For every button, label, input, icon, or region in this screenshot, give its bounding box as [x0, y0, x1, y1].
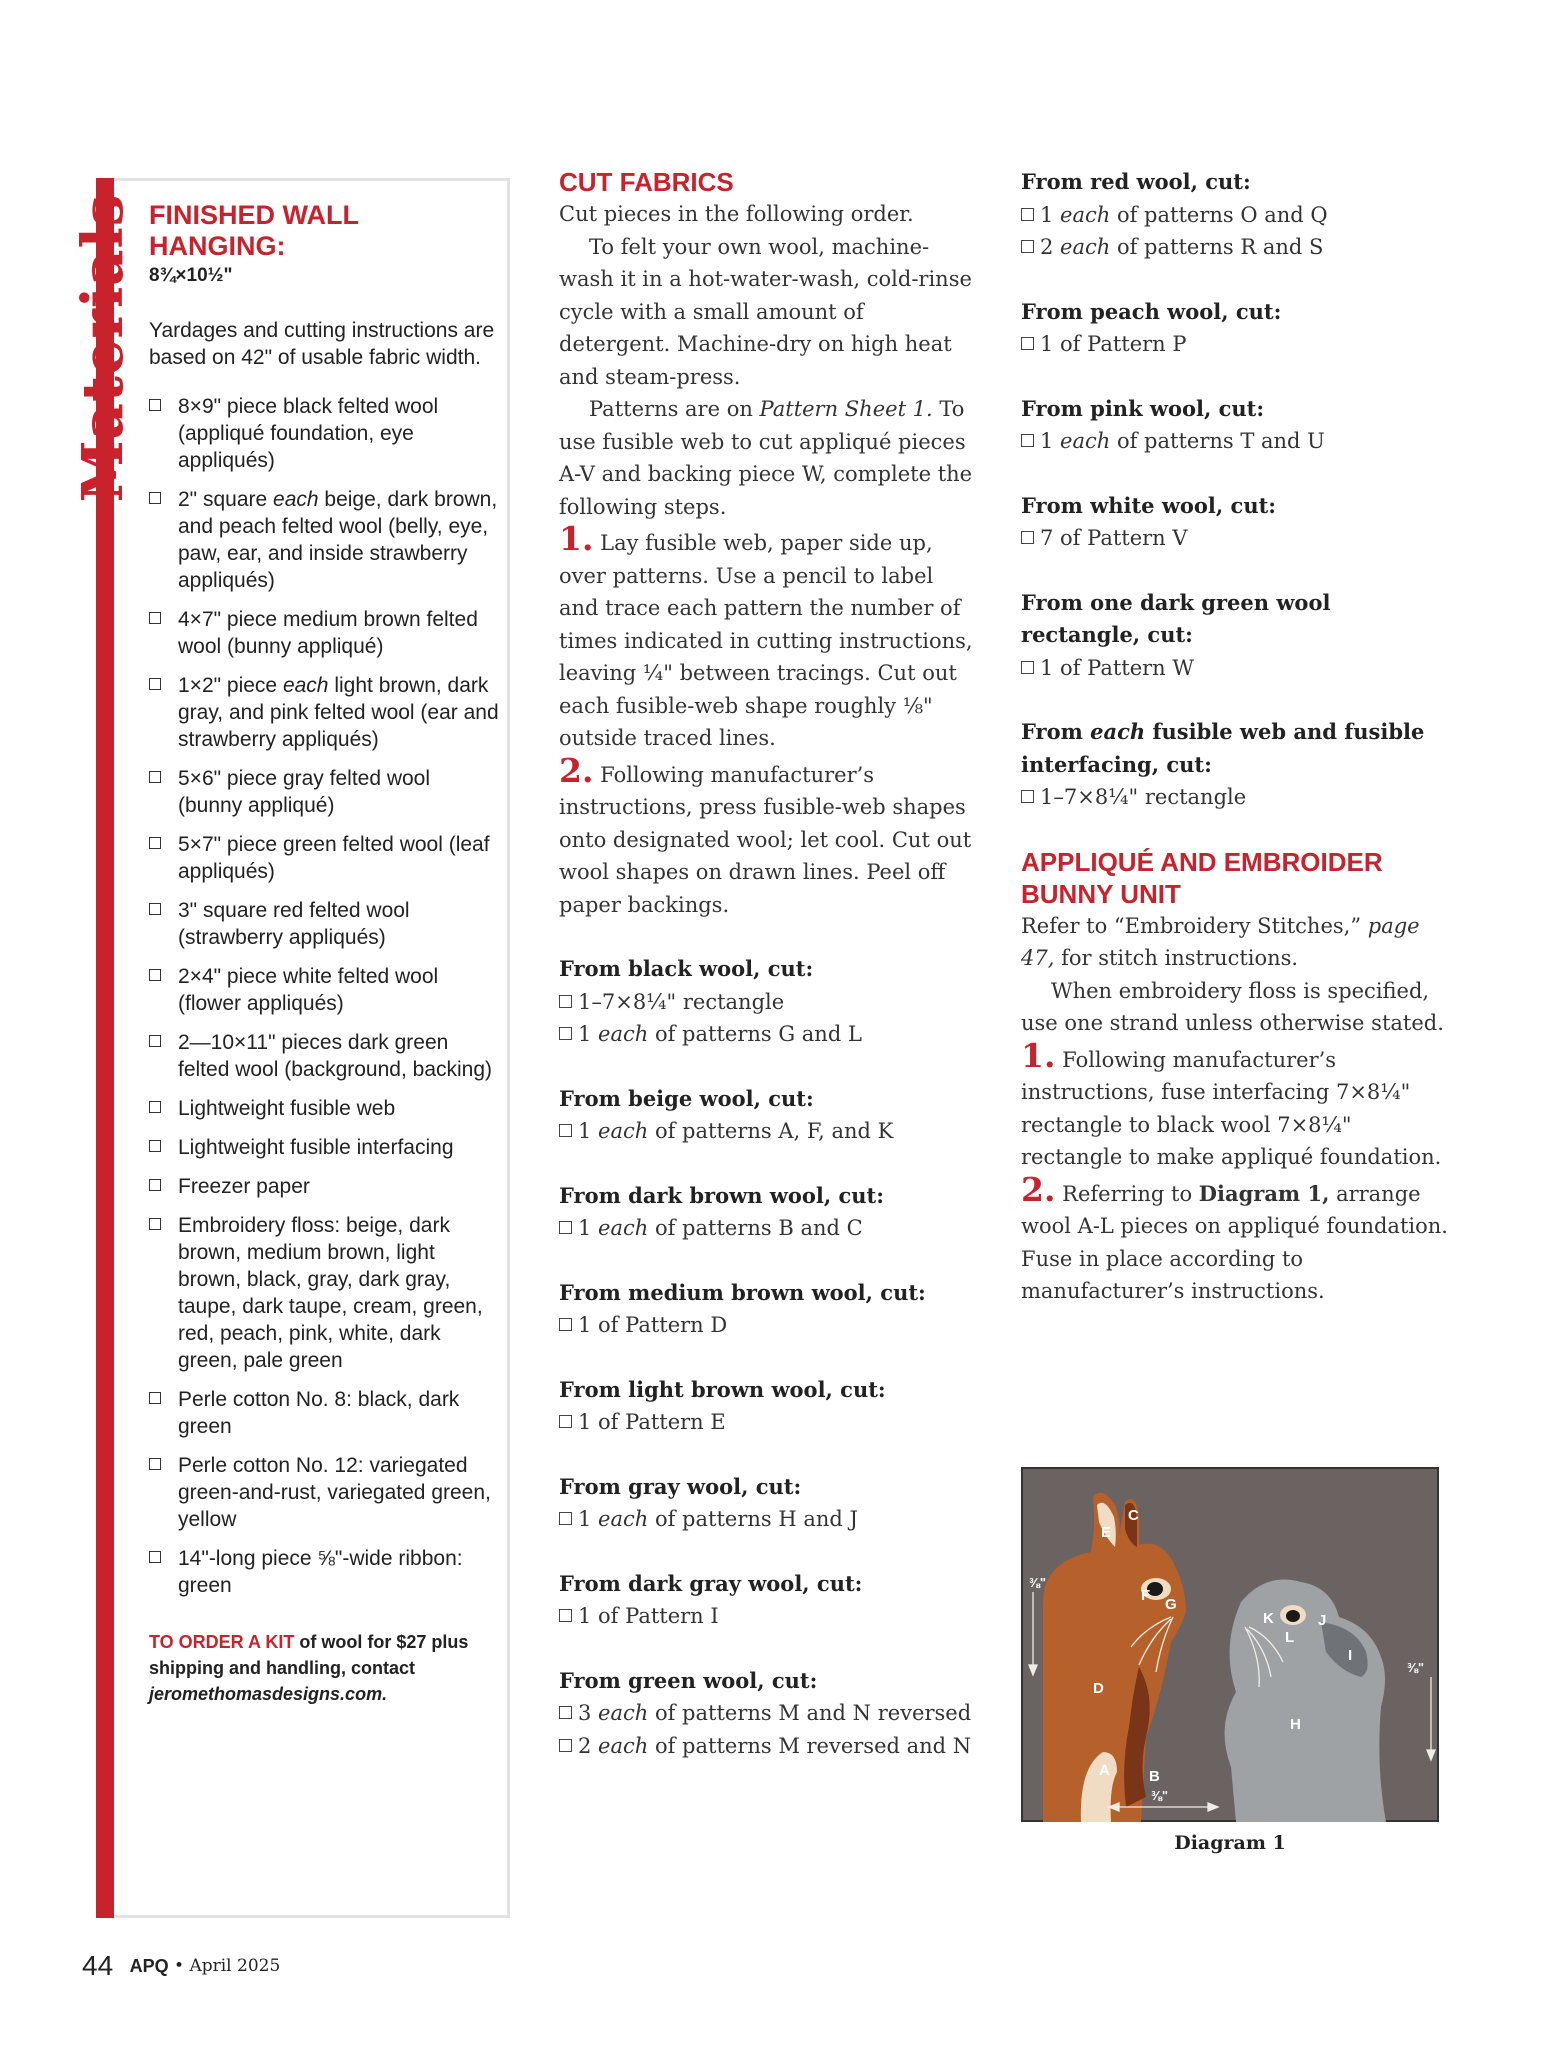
- cut-heading: From each fusible web and fusible interfacing, cut:: [1021, 719, 1425, 777]
- diagram-1-bunnies: [1021, 1467, 1439, 1822]
- pattern-sheet-text: Patterns are on Pattern Sheet 1. To use fusible web to cut appliqué pieces A-V and backing piece W, complete the following steps.: [559, 397, 973, 519]
- cut-group: [559, 1180, 979, 1245]
- materials-title: Materials: [70, 193, 136, 503]
- checkbox-icon: [149, 1218, 161, 1230]
- materials-item: Perle cotton No. 12: variegated green-and-rust, variegated green, yellow: [149, 1452, 499, 1533]
- checkbox-icon: [149, 1458, 161, 1470]
- cut-heading: From medium brown wool, cut:: [559, 1279, 926, 1305]
- label-c: C: [1128, 1507, 1139, 1524]
- materials-item: 8×9" piece black felted wool (appliqué foundation, eye appliqués): [149, 393, 499, 474]
- checkbox-icon: [149, 612, 161, 624]
- cut-line: 1–7×8¼" rectangle: [1021, 781, 1451, 814]
- checkbox-icon: [1021, 240, 1034, 253]
- applique-column: [1021, 166, 1451, 1308]
- measure-bottom: ⅜": [1151, 1788, 1169, 1803]
- finished-size: 8¾×10½": [149, 265, 233, 286]
- checkbox-icon: [149, 1392, 161, 1404]
- label-f: F: [1141, 1587, 1151, 1604]
- cut-heading: From one dark green wool rectangle, cut:: [1021, 589, 1331, 647]
- label-d: D: [1093, 1680, 1104, 1697]
- cut-line: 1 each of patterns T and U: [1021, 425, 1451, 458]
- measure-left: ⅜": [1029, 1575, 1047, 1590]
- cut-list-col2: [559, 953, 979, 1762]
- applique-step-2: 2. Referring to Diagram 1, arrange wool A-L pieces on appliqué foundation. Fuse in place according to manufacturer’s instructions.: [1021, 1169, 1448, 1303]
- cut-line: 1 of Pattern I: [559, 1600, 979, 1633]
- page-footer: [82, 1950, 280, 1982]
- checkbox-icon: [149, 492, 161, 504]
- cut-fabrics-column: [559, 166, 979, 1762]
- checkbox-icon: [559, 995, 572, 1008]
- cut-group: [1021, 166, 1451, 264]
- cut-line: 1 of Pattern W: [1021, 652, 1451, 685]
- checkbox-icon: [559, 1415, 572, 1428]
- label-k: K: [1263, 1610, 1274, 1627]
- materials-item: 4×7" piece medium brown felted wool (bunny appliqué): [149, 606, 499, 660]
- cut-group: [559, 1277, 979, 1342]
- materials-item: 14"-long piece ⅝"-wide ribbon: green: [149, 1545, 499, 1599]
- cut-group: [559, 1374, 979, 1439]
- label-i: I: [1348, 1647, 1353, 1664]
- checkbox-icon: [559, 1706, 572, 1719]
- materials-content: [149, 200, 499, 1707]
- checkbox-icon: [149, 771, 161, 783]
- checkbox-icon: [559, 1609, 572, 1622]
- cut-group: [1021, 587, 1451, 685]
- applique-heading: APPLIQUÉ AND EMBROIDER BUNNY UNIT: [1021, 846, 1383, 909]
- checkbox-icon: [1021, 531, 1034, 544]
- materials-item: Lightweight fusible web: [149, 1095, 499, 1122]
- cut-list-col3: [1021, 166, 1451, 814]
- checkbox-icon: [149, 837, 161, 849]
- page-number: 44: [82, 1950, 114, 1981]
- cut-step-1: 1. Lay fusible web, paper side up, over patterns. Use a pencil to label and trace each pattern the number of times indicated in cutting instructions, leaving ¼" between tracings. Cut out each fusible-web shape roughly ⅛" outside traced lines.: [559, 519, 973, 750]
- cut-line: 1 each of patterns H and J: [559, 1503, 979, 1536]
- cut-group: [1021, 296, 1451, 361]
- materials-item: 1×2" piece each light brown, dark gray, and pink felted wool (ear and strawberry appliqués): [149, 672, 499, 753]
- issue-date: • April 2025: [168, 1956, 281, 1976]
- checkbox-icon: [559, 1739, 572, 1752]
- label-b: B: [1149, 1768, 1160, 1785]
- materials-item: 5×6" piece gray felted wool (bunny appliqué): [149, 765, 499, 819]
- cut-line: 7 of Pattern V: [1021, 522, 1451, 555]
- cut-heading: From white wool, cut:: [1021, 492, 1277, 518]
- materials-item: 2×4" piece white felted wool (flower appliqués): [149, 963, 499, 1017]
- checkbox-icon: [1021, 790, 1034, 803]
- cut-heading: From dark brown wool, cut:: [559, 1182, 884, 1208]
- materials-list: [149, 393, 499, 1599]
- cut-line: 1 of Pattern D: [559, 1309, 979, 1342]
- cut-heading: From beige wool, cut:: [559, 1085, 814, 1111]
- checkbox-icon: [149, 1101, 161, 1113]
- materials-item: Embroidery floss: beige, dark brown, medium brown, light brown, black, gray, dark gray, taupe, dark taupe, cream, green, red, peach, pink, white, dark green, pale green: [149, 1212, 499, 1374]
- diagram-caption: Diagram 1: [1174, 1832, 1286, 1854]
- applique-step-1: 1. Following manufacturer’s instructions, fuse interfacing 7×8¼" rectangle to black wool 7×8¼" rectangle to make appliqué foundation.: [1021, 1035, 1442, 1169]
- cut-heading: From gray wool, cut:: [559, 1473, 802, 1499]
- cut-line: 1 each of patterns O and Q: [1021, 199, 1451, 232]
- checkbox-icon: [559, 1221, 572, 1234]
- materials-item: 3" square red felted wool (strawberry appliqués): [149, 897, 499, 951]
- checkbox-icon: [149, 903, 161, 915]
- cut-group: [1021, 490, 1451, 555]
- label-e: E: [1101, 1524, 1112, 1541]
- cut-line: 1 each of patterns B and C: [559, 1212, 979, 1245]
- label-l: L: [1285, 1629, 1295, 1646]
- checkbox-icon: [149, 1179, 161, 1191]
- materials-item: Freezer paper: [149, 1173, 499, 1200]
- cut-step-2: 2. Following manufacturer’s instructions, press fusible-web shapes onto designated wool; let cool. Cut out wool shapes on drawn lines. Peel off paper backings.: [559, 750, 972, 917]
- cut-group: [1021, 393, 1451, 458]
- label-j: J: [1318, 1612, 1327, 1629]
- checkbox-icon: [559, 1318, 572, 1331]
- checkbox-icon: [149, 1551, 161, 1563]
- cut-group: [559, 953, 979, 1051]
- materials-item: Lightweight fusible interfacing: [149, 1134, 499, 1161]
- materials-item: Perle cotton No. 8: black, dark green: [149, 1386, 499, 1440]
- checkbox-icon: [1021, 661, 1034, 674]
- magazine-name: APQ: [129, 1955, 169, 1976]
- materials-item: 5×7" piece green felted wool (leaf appliqués): [149, 831, 499, 885]
- cut-line: 3 each of patterns M and N reversed: [559, 1697, 979, 1730]
- checkbox-icon: [559, 1512, 572, 1525]
- checkbox-icon: [149, 678, 161, 690]
- checkbox-icon: [149, 969, 161, 981]
- cut-heading: From red wool, cut:: [1021, 169, 1251, 194]
- cut-heading: From green wool, cut:: [559, 1667, 818, 1693]
- checkbox-icon: [149, 1140, 161, 1152]
- label-h: H: [1290, 1716, 1301, 1733]
- cut-line: 1 of Pattern E: [559, 1406, 979, 1439]
- cut-heading: From dark gray wool, cut:: [559, 1570, 863, 1596]
- checkbox-icon: [559, 1124, 572, 1137]
- checkbox-icon: [149, 1035, 161, 1047]
- cut-group: [559, 1665, 979, 1763]
- stitch-reference-text: Refer to “Embroidery Stitches,” page 47, for stitch instructions.: [1021, 913, 1420, 970]
- cut-line: 1–7×8¼" rectangle: [559, 986, 979, 1019]
- cut-group: [1021, 716, 1451, 814]
- cut-group: [559, 1568, 979, 1633]
- floss-strand-text: When embroidery floss is specified, use one strand unless otherwise stated.: [1021, 978, 1444, 1035]
- cut-heading: From black wool, cut:: [559, 956, 814, 981]
- cut-order-text: Cut pieces in the following order.: [559, 202, 914, 226]
- felt-wool-text: To felt your own wool, machine-wash it in a hot-water-wash, cold-rinse cycle with a small amount of detergent. Machine-dry on high heat and steam-press.: [559, 234, 972, 389]
- cut-group: [559, 1083, 979, 1148]
- measure-right: ⅜": [1407, 1660, 1425, 1675]
- cut-line: 2 each of patterns R and S: [1021, 231, 1451, 264]
- checkbox-icon: [149, 399, 161, 411]
- checkbox-icon: [1021, 337, 1034, 350]
- cut-heading: From pink wool, cut:: [1021, 395, 1265, 421]
- materials-item: 2—10×11" pieces dark green felted wool (background, backing): [149, 1029, 499, 1083]
- label-g: G: [1165, 1596, 1177, 1613]
- checkbox-icon: [1021, 208, 1034, 221]
- cut-fabrics-heading: CUT FABRICS: [559, 167, 734, 197]
- kit-order-note: TO ORDER A KIT of wool for $27 plus shipping and handling, contact jeromethomasdesigns.com.: [149, 1632, 469, 1704]
- label-a: A: [1099, 1762, 1110, 1779]
- finished-heading: FINISHED WALL HANGING:: [149, 200, 359, 261]
- materials-item: 2" square each beige, dark brown, and peach felted wool (belly, eye, paw, ear, and inside strawberry appliqués): [149, 486, 499, 594]
- cut-line: 1 each of patterns A, F, and K: [559, 1115, 979, 1148]
- checkbox-icon: [1021, 434, 1034, 447]
- cut-group: [559, 1471, 979, 1536]
- gray-eye-l: [1286, 1610, 1300, 1622]
- checkbox-icon: [559, 1027, 572, 1040]
- cut-line: 2 each of patterns M reversed and N: [559, 1730, 979, 1763]
- cut-heading: From peach wool, cut:: [1021, 298, 1282, 324]
- materials-intro: Yardages and cutting instructions are based on 42" of usable fabric width.: [149, 319, 495, 369]
- cut-heading: From light brown wool, cut:: [559, 1376, 886, 1402]
- cut-line: 1 each of patterns G and L: [559, 1018, 979, 1051]
- cut-line: 1 of Pattern P: [1021, 328, 1451, 361]
